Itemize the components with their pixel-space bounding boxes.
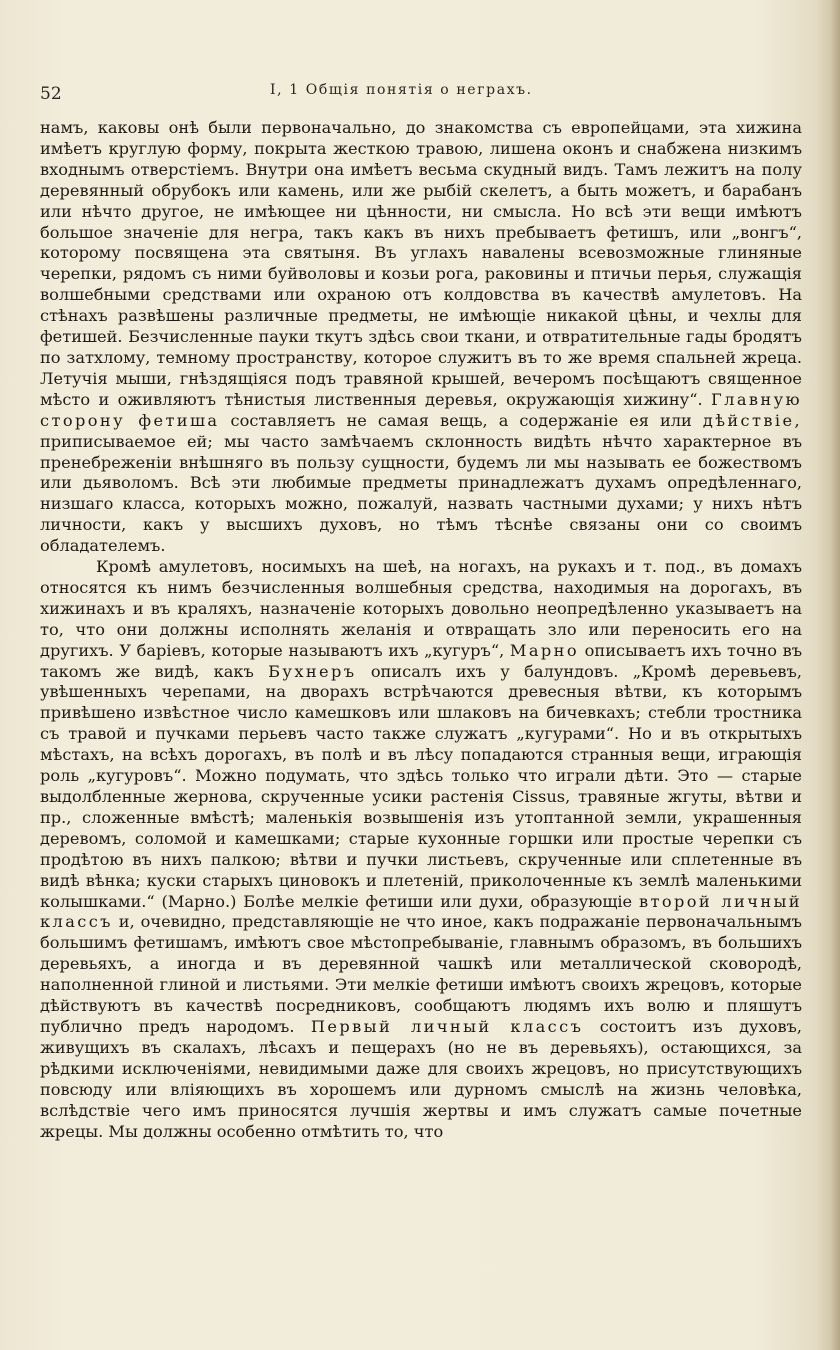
body-text (40, 118, 802, 1142)
emphasized-text: Марно (509, 640, 580, 660)
text-run: и, очевидно, представляющіе не что иное, какъ подражаніе первоначальнымъ большимъ фетишамъ, имѣютъ свое мѣстопребываніе, главнымъ образомъ, въ большихъ деревьяхъ, а иногда и въ деревянной чашкѣ или металлической сковородѣ, наполненной глиной и листьями. Эти мелкіе фетиши имѣютъ своихъ жрецовъ, которые дѣйствуютъ въ качествѣ посредниковъ, сообщаютъ людямъ ихъ волю и пляшутъ публично предъ народомъ. (40, 912, 802, 1036)
page-number: 52 (40, 84, 62, 104)
emphasized-text: второй личный классъ (40, 891, 802, 932)
paragraph (40, 557, 802, 1142)
text-run: приписываемое ей; мы часто замѣчаемъ склонность видѣть нѣчто характерное въ пренебреженіи внѣшняго въ пользу сущности, будемъ ли мы называть ее божествомъ или дьяволомъ. Всѣ эти любимые предметы принадлежатъ духамъ опредѣленнаго, низшаго класса, которыхъ можно, пожалуй, назвать частными духами; у нихъ нѣтъ личности, какъ у высшихъ духовъ, но тѣмъ тѣснѣе связаны они со своимъ обладателемъ. (40, 431, 802, 556)
text-run: составляетъ не самая вещь, а содержаніе ея или (230, 410, 692, 430)
running-head: I, 1 Общія понятія о неграхъ. (270, 82, 533, 98)
text-run: описалъ ихъ у балундовъ. „Кромѣ деревьевъ, увѣшенныхъ черепами, на дворахъ встрѣчаются древесныя вѣтви, къ которымъ привѣшено извѣстное число камешковъ или шлаковъ на бичевкахъ; стебли тростника съ травой и пучками перьевъ часто также служатъ „кугурами“. Но и въ открытыхъ мѣстахъ, на всѣхъ дорогахъ, въ полѣ и въ лѣсу попадаются странныя вещи, играющія роль „кугуровъ“. Можно подумать, что здѣсь только что играли дѣти. Это — старые выдолбленные жернова, скрученные усики растенія Cissus, травяные жгуты, вѣтви и пр., сложенные вмѣстѣ; маленькія возвышенія изъ утоптанной земли, украшенныя деревомъ, соломой и камешками; старые кухонные горшки или простые черепки съ продѣтою въ нихъ палкою; вѣтви и пучки листьевъ, скрученные или сплетенные въ видѣ вѣнка; куски старыхъ циновокъ и плетеній, приколоченные къ землѣ маленькими колышками.“ (Марно.) Болѣе мелкіе фетиши или духи, образующіе (40, 661, 802, 911)
emphasized-text: дѣйствіе, (702, 410, 802, 430)
paragraph (40, 118, 802, 557)
emphasized-text: Бухнеръ (268, 661, 357, 681)
text-run: намъ, каковы онѣ были первоначально, до знакомства съ европейцами, эта хижина имѣетъ круглую форму, покрыта жесткою травою, лишена оконъ и снабжена низкимъ входнымъ отверстіемъ. Внутри она имѣетъ весьма скудный видъ. Тамъ лежитъ на полу деревянный обрубокъ или камень, или же рыбій скелетъ, а быть можетъ, и барабанъ или нѣчто другое, не имѣющее ни цѣнности, ни смысла. Но всѣ эти вещи имѣютъ большое значеніе для негра, такъ какъ въ нихъ пребываетъ фетишъ, или „вонгъ“, которому посвящена эта святыня. Въ углахъ навалены всевозможные глиняные черепки, рядомъ съ ними буйволовы и козьи рога, раковины и птичьи перья, служащія волшебными средствами или охраною отъ колдовства въ качествѣ амулетовъ. На стѣнахъ развѣшены различные предметы, не имѣющіе никакой цѣны, и чехлы для фетишей. Безчисленные пауки ткутъ здѣсь свои ткани, и отвратительные гады бродятъ по затхлому, темному пространству, которое служитъ въ то же время спальней жреца. Летучія мыши, гнѣздящіяся подъ травяной крышей, вечеромъ посѣщаютъ священное мѣсто и оживляютъ тѣнистыя лиственныя деревья, окружающія хижину“. (40, 118, 802, 409)
page-header (40, 80, 800, 106)
text-run: состоитъ изъ духовъ, живущихъ въ скалахъ, лѣсахъ и пещерахъ (но не въ деревьяхъ), остающихся, за рѣдкими исключеніями, невидимыми даже для своихъ жрецовъ, но присутствующихъ повсюду или вліяющихъ въ хорошемъ или дурномъ смыслѣ на жизнь человѣка, вслѣдствіе чего имъ приносятся лучшія жертвы и имъ служатъ самые почетные жрецы. Мы должны особенно отмѣтить то, что (40, 1016, 803, 1141)
emphasized-text: Главную сторону фетиша (40, 389, 802, 430)
page-edge-shadow (830, 0, 840, 1350)
text-run: Кромѣ амулетовъ, носимыхъ на шеѣ, на ногахъ, на рукахъ и т. под., въ домахъ относятся къ нимъ безчисленныя волшебныя средства, находимыя на дорогахъ, въ хижинахъ и въ краляхъ, назначеніе которыхъ довольно неопредѣленно указываетъ на то, что они должны исполнять желанія и отвращать зло или переносить его на другихъ. У баріевъ, которые называютъ ихъ „кугуръ“, (40, 557, 802, 660)
text-run: описываетъ ихъ точно въ такомъ же видѣ, какъ (40, 640, 802, 681)
emphasized-text: Первый личный классъ (310, 1016, 584, 1036)
